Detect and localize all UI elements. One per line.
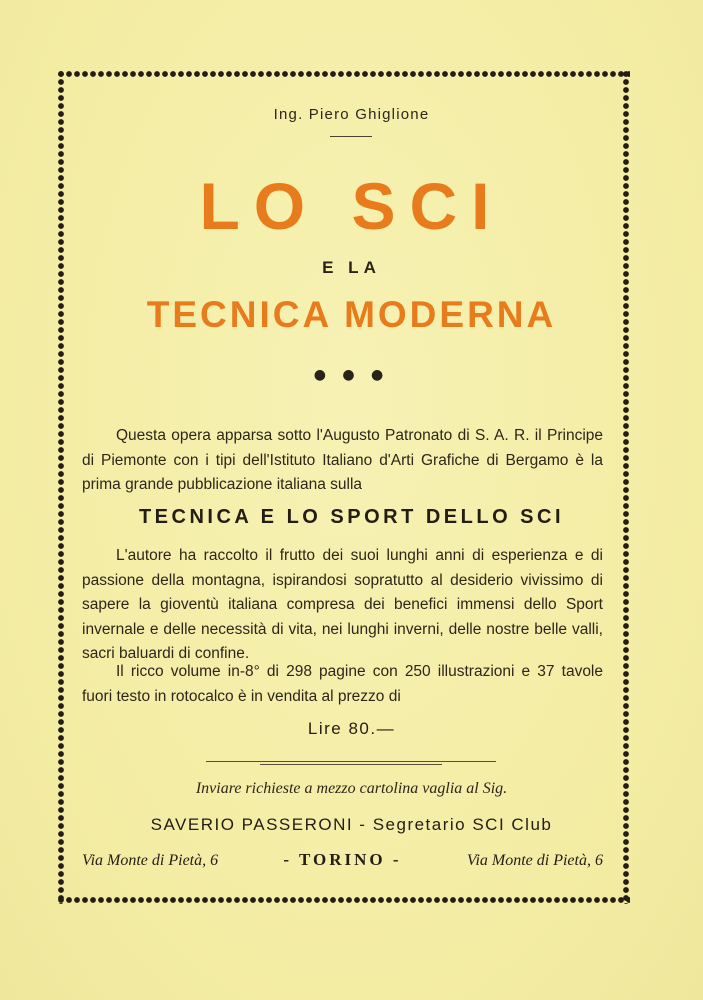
short-divider xyxy=(330,136,372,137)
intro-paragraph xyxy=(82,424,603,498)
book-title: LO SCI xyxy=(199,169,504,243)
section-heading: TECNICA E LO SPORT DELLO SCI xyxy=(138,506,565,528)
send-instructions: Inviare richieste a mezzo cartolina vaglia al Sig. xyxy=(195,780,508,797)
address-line xyxy=(82,850,603,870)
price: Lire 80.— xyxy=(307,719,396,738)
ornament-dots: ● ● ● xyxy=(313,367,390,383)
city-name: - TORINO - xyxy=(283,850,402,869)
recipient-name: SAVERIO PASSERONI - Segretario SCI Club xyxy=(150,815,553,834)
book-subtitle: TECNICA MODERNA xyxy=(146,294,557,335)
address-right: Via Monte di Pietà, 6 xyxy=(466,852,603,869)
author-name: Ing. Piero Ghiglione xyxy=(273,106,430,123)
volume-paragraph: Il ricco volume in-8° di 298 pagine con 250 illustrazioni e 37 tavole fuori testo in rotocalco è in vendita al prezzo di xyxy=(82,663,603,705)
address-left: Via Monte di Pietà, 6 xyxy=(82,852,219,869)
author-paragraph: L'autore ha raccolto il frutto dei suoi lunghi anni di esperienza e di passione della montagna, ispirandosi sopratutto al desiderio vivissimo di sapere la gioventù italiana compresa dei benefici immensi dello Sport invernale e delle necessità di vita, nei lunghi inverni, delle nostre belle valli, sacri baluardi di confine. xyxy=(82,547,603,662)
title-connector: E LA xyxy=(322,258,381,277)
long-divider-secondary xyxy=(260,764,442,765)
intro-text: Questa opera apparsa sotto l'Augusto Patronato di S. A. R. il Principe di Piemonte con i tipi dell'Istituto Italiano d'Arti Grafiche di Bergamo è la prima grande pubblicazione italiana sulla xyxy=(82,427,603,493)
long-divider xyxy=(206,761,496,762)
